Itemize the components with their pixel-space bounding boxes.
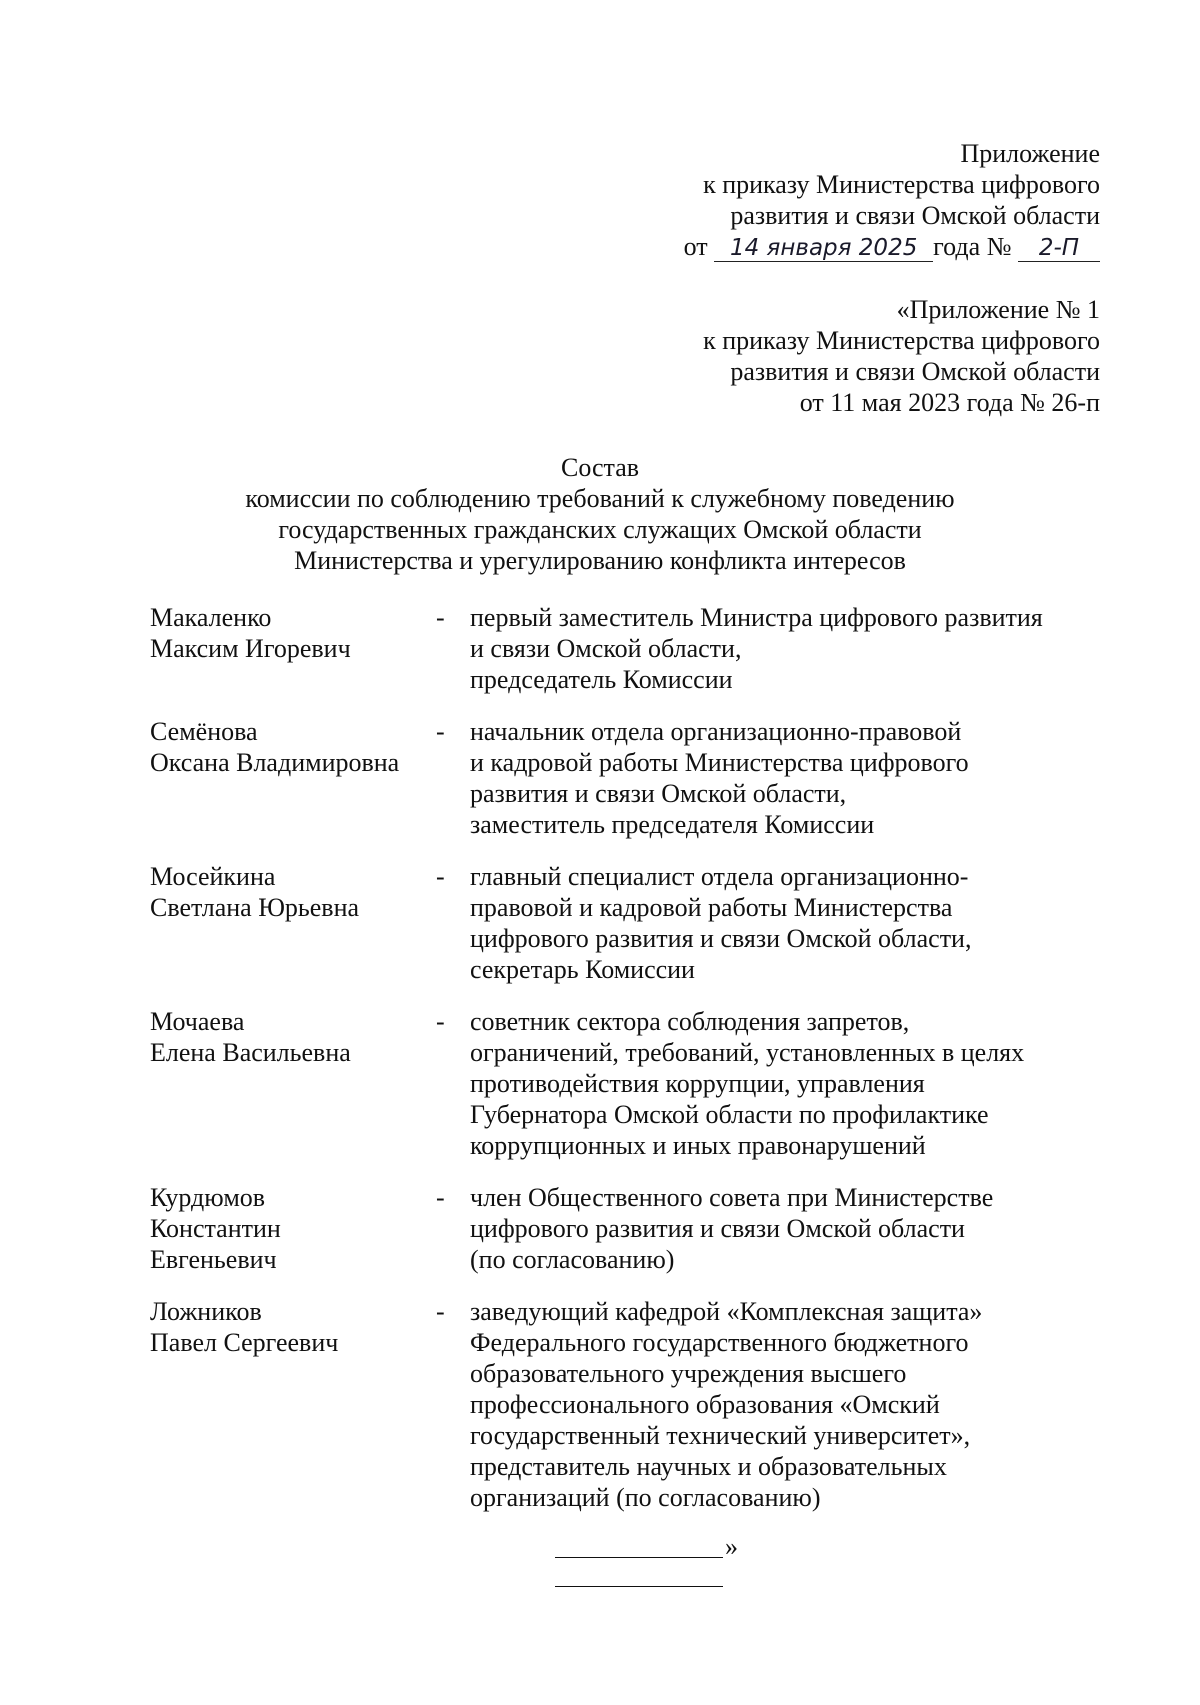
original-appendix-title: «Приложение № 1 [896, 295, 1100, 324]
member-name [150, 861, 420, 923]
closing-quote: » [725, 1532, 738, 1561]
desc-line: цифрового развития и связи Омской области [470, 1214, 965, 1243]
desc-line: советник сектора соблюдения запретов, [470, 1007, 910, 1036]
member-surname: Макаленко [150, 603, 272, 632]
handwritten-number: 2-П [1018, 235, 1100, 262]
member-dash: - [436, 1183, 445, 1212]
desc-line: первый заместитель Министра цифрового развития [470, 603, 1043, 632]
appendix-line-1: к приказу Министерства цифрового [703, 170, 1100, 199]
desc-line: и кадровой работы Министерства цифрового [470, 748, 969, 777]
appendix-date-line [580, 231, 1100, 262]
member-description [470, 1006, 1090, 1161]
member-surname: Мосейкина [150, 862, 276, 891]
desc-line: образовательного учреждения высшего [470, 1359, 907, 1388]
desc-line: заместитель председателя Комиссии [470, 810, 875, 839]
member-dash: - [436, 1007, 445, 1036]
desc-line: правовой и кадровой работы Министерства [470, 893, 953, 922]
desc-line: член Общественного совета при Министерстве [470, 1183, 994, 1212]
member-patronymic: Евгеньевич [150, 1245, 277, 1274]
member-given-name: Елена Васильевна [150, 1038, 351, 1067]
original-appendix-line-1: к приказу Министерства цифрового [703, 326, 1100, 355]
member-name [150, 1296, 420, 1358]
member-dash: - [436, 717, 445, 746]
original-appendix-line-3: от 11 мая 2023 года № 26-п [799, 388, 1100, 417]
desc-line: (по согласованию) [470, 1245, 675, 1274]
heading-line-1: комиссии по соблюдению требований к служебному поведению [245, 484, 955, 513]
member-description [470, 861, 1090, 985]
member-row [150, 1182, 1090, 1275]
desc-line: главный специалист отдела организационно- [470, 862, 969, 891]
member-name [150, 716, 420, 778]
desc-line: развития и связи Омской области, [470, 779, 847, 808]
original-appendix-line-2: развития и связи Омской области [730, 357, 1100, 386]
member-surname: Ложников [150, 1297, 262, 1326]
handwritten-date: 14 января 2025 [714, 235, 933, 262]
member-surname: Курдюмов [150, 1183, 266, 1212]
member-given-name: Павел Сергеевич [150, 1328, 339, 1357]
member-description [470, 1296, 1090, 1513]
desc-line: и связи Омской области, [470, 634, 742, 663]
desc-line: начальник отдела организационно-правовой [470, 717, 962, 746]
member-given-name: Максим Игоревич [150, 634, 351, 663]
desc-line: заведующий кафедрой «Комплексная защита» [470, 1297, 983, 1326]
desc-line: государственный технический университет», [470, 1421, 971, 1450]
appendix-title: Приложение [960, 139, 1100, 168]
document-heading [0, 452, 1200, 576]
member-row [150, 716, 1090, 840]
member-description [470, 1182, 1090, 1275]
year-word: года № [933, 232, 1012, 261]
member-dash: - [436, 603, 445, 632]
member-name [150, 602, 420, 664]
member-surname: Семёнова [150, 717, 258, 746]
member-description [470, 602, 1090, 695]
heading-title: Состав [560, 453, 640, 482]
desc-line: Федерального государственного бюджетного [470, 1328, 969, 1357]
desc-line: профессионального образования «Омский [470, 1390, 940, 1419]
member-row [150, 1296, 1090, 1513]
member-row [150, 861, 1090, 985]
member-row [150, 602, 1090, 695]
heading-line-3: Министерства и урегулированию конфликта интересов [294, 546, 906, 575]
commission-members-list [150, 602, 1090, 1513]
ending-underline-1 [555, 1531, 723, 1558]
heading-line-2: государственных гражданских служащих Омской области [278, 515, 922, 544]
member-name [150, 1182, 420, 1275]
ending-underline-2 [555, 1586, 723, 1587]
desc-line: коррупционных и иных правонарушений [470, 1131, 926, 1160]
appendix-header [580, 138, 1100, 262]
member-given-name: Светлана Юрьевна [150, 893, 360, 922]
original-appendix-header [580, 294, 1100, 418]
desc-line: председатель Комиссии [470, 665, 733, 694]
member-surname: Мочаева [150, 1007, 245, 1036]
desc-line: противодействия коррупции, управления [470, 1069, 925, 1098]
member-given-name: Константин [150, 1214, 281, 1243]
desc-line: ограничений, требований, установленных в целях [470, 1038, 1025, 1067]
desc-line: Губернатора Омской области по профилактике [470, 1100, 989, 1129]
member-row [150, 1006, 1090, 1161]
member-description [470, 716, 1090, 840]
member-dash: - [436, 1297, 445, 1326]
member-given-name: Оксана Владимировна [150, 748, 400, 777]
desc-line: секретарь Комиссии [470, 955, 695, 984]
from-prefix: от [683, 232, 708, 261]
member-name [150, 1006, 420, 1068]
member-dash: - [436, 862, 445, 891]
desc-line: представитель научных и образовательных [470, 1452, 947, 1481]
desc-line: организаций (по согласованию) [470, 1483, 821, 1512]
appendix-line-2: развития и связи Омской области [730, 201, 1100, 230]
desc-line: цифрового развития и связи Омской области, [470, 924, 972, 953]
